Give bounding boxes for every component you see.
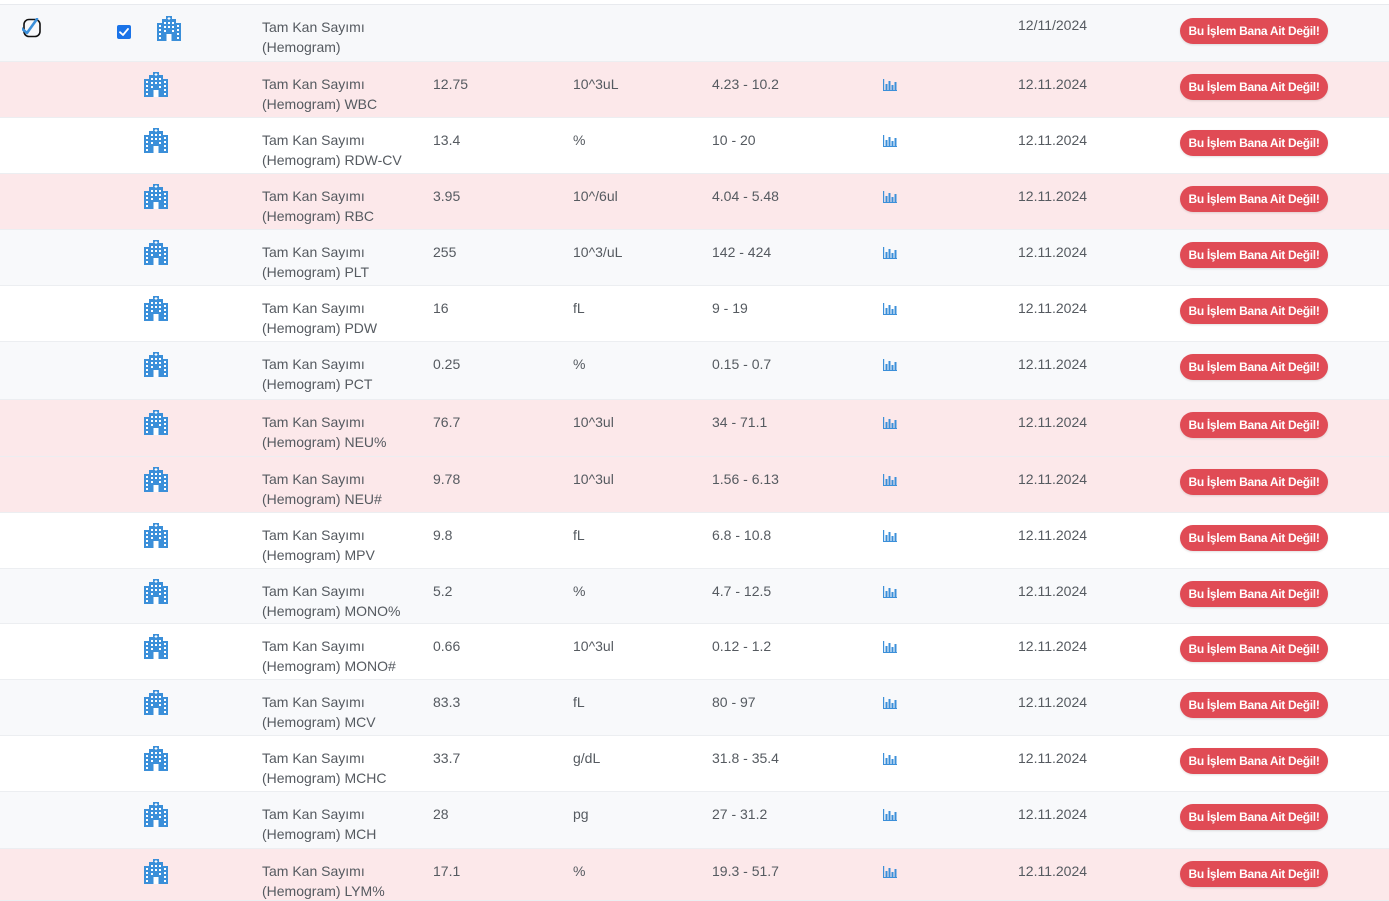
group-date: 12/11/2024 bbox=[1018, 17, 1088, 33]
reference-range: 9 - 19 bbox=[712, 300, 748, 316]
hospital-building-icon bbox=[142, 688, 172, 716]
result-value: 76.7 bbox=[433, 414, 461, 430]
test-name-line2: (Hemogram) PLT bbox=[262, 264, 370, 280]
table-row bbox=[0, 513, 1389, 569]
result-value: 3.95 bbox=[433, 188, 461, 204]
reference-range: 1.56 - 6.13 bbox=[712, 471, 779, 487]
result-unit: 10^3ul bbox=[573, 638, 614, 654]
not-my-procedure-button[interactable]: Bu İşlem Bana Ait Değil! bbox=[1180, 186, 1328, 212]
test-name bbox=[262, 525, 427, 565]
result-unit: 10^3/uL bbox=[573, 244, 623, 260]
test-name-line2: (Hemogram) RBC bbox=[262, 208, 375, 224]
test-name-line1: Tam Kan Sayımı bbox=[262, 300, 365, 316]
test-name bbox=[262, 692, 427, 732]
test-name bbox=[262, 74, 427, 114]
result-unit: 10^/6ul bbox=[573, 188, 618, 204]
test-name bbox=[262, 242, 427, 282]
test-name-line1: Tam Kan Sayımı bbox=[262, 414, 365, 430]
hospital-building-icon bbox=[142, 577, 172, 605]
group-name-line1: Tam Kan Sayımı bbox=[262, 19, 365, 35]
hospital-building-icon bbox=[142, 744, 172, 772]
not-my-procedure-button[interactable]: Bu İşlem Bana Ait Değil! bbox=[1180, 130, 1328, 156]
result-date: 12.11.2024 bbox=[1018, 806, 1088, 822]
group-checkbox[interactable] bbox=[117, 25, 131, 39]
test-name-line2: (Hemogram) MPV bbox=[262, 547, 375, 563]
result-unit: 10^3ul bbox=[573, 414, 614, 430]
bar-chart-icon[interactable] bbox=[882, 471, 898, 487]
table-row bbox=[0, 624, 1389, 680]
hospital-building-icon bbox=[142, 521, 172, 549]
result-date: 12.11.2024 bbox=[1018, 244, 1088, 260]
not-my-procedure-button[interactable]: Bu İşlem Bana Ait Değil! bbox=[1180, 242, 1328, 268]
result-value: 13.4 bbox=[433, 132, 461, 148]
test-name-line2: (Hemogram) MCHC bbox=[262, 770, 387, 786]
bar-chart-icon[interactable] bbox=[882, 806, 898, 822]
test-name-line2: (Hemogram) MONO# bbox=[262, 658, 396, 674]
bar-chart-icon[interactable] bbox=[882, 583, 898, 599]
result-value: 0.66 bbox=[433, 638, 461, 654]
test-name bbox=[262, 861, 427, 901]
reference-range: 34 - 71.1 bbox=[712, 414, 768, 430]
not-my-procedure-button[interactable]: Bu İşlem Bana Ait Değil! bbox=[1180, 469, 1328, 495]
bar-chart-icon[interactable] bbox=[882, 244, 898, 260]
test-name-line1: Tam Kan Sayımı bbox=[262, 188, 365, 204]
reference-range: 0.15 - 0.7 bbox=[712, 356, 772, 372]
bar-chart-icon[interactable] bbox=[882, 638, 898, 654]
reference-range: 0.12 - 1.2 bbox=[712, 638, 772, 654]
result-unit: % bbox=[573, 863, 586, 879]
hospital-building-icon bbox=[142, 857, 172, 885]
test-name bbox=[262, 581, 427, 621]
result-date: 12.11.2024 bbox=[1018, 132, 1088, 148]
test-name-line1: Tam Kan Sayımı bbox=[262, 132, 365, 148]
not-my-procedure-button[interactable]: Bu İşlem Bana Ait Değil! bbox=[1180, 636, 1328, 662]
hospital-building-icon bbox=[142, 350, 172, 378]
reference-range: 4.23 - 10.2 bbox=[712, 76, 779, 92]
result-unit: g/dL bbox=[573, 750, 601, 766]
group-name-line2: (Hemogram) bbox=[262, 39, 341, 55]
result-value: 5.2 bbox=[433, 583, 453, 599]
result-unit: fL bbox=[573, 694, 585, 710]
test-name bbox=[262, 804, 427, 844]
test-name-line1: Tam Kan Sayımı bbox=[262, 694, 365, 710]
not-my-procedure-button[interactable]: Bu İşlem Bana Ait Değil! bbox=[1180, 581, 1328, 607]
test-name-line1: Tam Kan Sayımı bbox=[262, 638, 365, 654]
result-date: 12.11.2024 bbox=[1018, 188, 1088, 204]
test-name bbox=[262, 636, 427, 676]
test-name-line1: Tam Kan Sayımı bbox=[262, 527, 365, 543]
table-group-header-row bbox=[0, 4, 1389, 62]
test-name bbox=[262, 354, 427, 394]
result-value: 33.7 bbox=[433, 750, 461, 766]
not-my-procedure-button[interactable]: Bu İşlem Bana Ait Değil! bbox=[1180, 354, 1328, 380]
reference-range: 4.7 - 12.5 bbox=[712, 583, 772, 599]
result-value: 12.75 bbox=[433, 76, 469, 92]
result-date: 12.11.2024 bbox=[1018, 76, 1088, 92]
table-row bbox=[0, 342, 1389, 400]
test-name bbox=[262, 469, 427, 509]
bar-chart-icon[interactable] bbox=[882, 188, 898, 204]
not-my-procedure-button[interactable]: Bu İşlem Bana Ait Değil! bbox=[1180, 412, 1328, 438]
bar-chart-icon[interactable] bbox=[882, 76, 898, 92]
reference-range: 6.8 - 10.8 bbox=[712, 527, 772, 543]
table-row bbox=[0, 457, 1389, 513]
test-name-line2: (Hemogram) PCT bbox=[262, 376, 373, 392]
result-date: 12.11.2024 bbox=[1018, 471, 1088, 487]
not-my-procedure-button[interactable]: Bu İşlem Bana Ait Değil! bbox=[1180, 298, 1328, 324]
reference-range: 80 - 97 bbox=[712, 694, 756, 710]
bar-chart-icon[interactable] bbox=[882, 414, 898, 430]
result-value: 17.1 bbox=[433, 863, 461, 879]
bar-chart-icon[interactable] bbox=[882, 863, 898, 879]
not-my-procedure-button[interactable]: Bu İşlem Bana Ait Değil! bbox=[1180, 861, 1328, 887]
hospital-building-icon bbox=[142, 294, 172, 322]
result-value: 28 bbox=[433, 806, 449, 822]
test-name-line2: (Hemogram) LYM% bbox=[262, 883, 385, 899]
result-date: 12.11.2024 bbox=[1018, 300, 1088, 316]
not-my-procedure-button[interactable]: Bu İşlem Bana Ait Değil! bbox=[1180, 525, 1328, 551]
test-name-line1: Tam Kan Sayımı bbox=[262, 471, 365, 487]
bar-chart-icon[interactable] bbox=[882, 750, 898, 766]
result-value: 0.25 bbox=[433, 356, 461, 372]
test-name-line2: (Hemogram) MONO% bbox=[262, 603, 401, 619]
table-row bbox=[0, 736, 1389, 792]
bar-chart-icon[interactable] bbox=[882, 694, 898, 710]
result-date: 12.11.2024 bbox=[1018, 638, 1088, 654]
hospital-building-icon bbox=[142, 408, 172, 436]
result-unit: 10^3ul bbox=[573, 471, 614, 487]
result-date: 12.11.2024 bbox=[1018, 414, 1088, 430]
result-unit: fL bbox=[573, 300, 585, 316]
hospital-building-icon bbox=[142, 70, 172, 98]
test-name-line1: Tam Kan Sayımı bbox=[262, 806, 365, 822]
test-name-line2: (Hemogram) NEU# bbox=[262, 491, 382, 507]
hospital-building-icon bbox=[142, 632, 172, 660]
result-date: 12.11.2024 bbox=[1018, 694, 1088, 710]
test-name-line2: (Hemogram) MCH bbox=[262, 826, 377, 842]
test-name-line1: Tam Kan Sayımı bbox=[262, 750, 365, 766]
test-name-line1: Tam Kan Sayımı bbox=[262, 583, 365, 599]
bar-chart-icon[interactable] bbox=[882, 300, 898, 316]
table-row bbox=[0, 118, 1389, 174]
test-name-line2: (Hemogram) RDW-CV bbox=[262, 152, 402, 168]
select-all-checkmark-icon[interactable] bbox=[22, 18, 42, 38]
result-value: 9.78 bbox=[433, 471, 461, 487]
test-name-line1: Tam Kan Sayımı bbox=[262, 863, 365, 879]
reference-range: 31.8 - 35.4 bbox=[712, 750, 779, 766]
hospital-building-icon bbox=[142, 182, 172, 210]
table-row bbox=[0, 849, 1389, 901]
group-name bbox=[262, 17, 427, 57]
test-name-line1: Tam Kan Sayımı bbox=[262, 356, 365, 372]
table-row bbox=[0, 230, 1389, 286]
bar-chart-icon[interactable] bbox=[882, 132, 898, 148]
result-value: 16 bbox=[433, 300, 449, 316]
not-my-procedure-button[interactable]: Bu İşlem Bana Ait Değil! bbox=[1180, 692, 1328, 718]
table-row bbox=[0, 400, 1389, 457]
result-value: 83.3 bbox=[433, 694, 461, 710]
result-date: 12.11.2024 bbox=[1018, 356, 1088, 372]
test-name-line2: (Hemogram) MCV bbox=[262, 714, 376, 730]
not-my-procedure-button[interactable]: Bu İşlem Bana Ait Değil! bbox=[1180, 18, 1328, 44]
table-row bbox=[0, 792, 1389, 849]
not-my-procedure-button[interactable]: Bu İşlem Bana Ait Değil! bbox=[1180, 74, 1328, 100]
result-unit: pg bbox=[573, 806, 589, 822]
hospital-building-icon bbox=[142, 800, 172, 828]
result-value: 255 bbox=[433, 244, 457, 260]
result-unit: 10^3uL bbox=[573, 76, 619, 92]
test-name-line2: (Hemogram) PDW bbox=[262, 320, 378, 336]
test-name bbox=[262, 748, 427, 788]
reference-range: 4.04 - 5.48 bbox=[712, 188, 779, 204]
result-date: 12.11.2024 bbox=[1018, 527, 1088, 543]
test-name bbox=[262, 412, 427, 452]
test-name bbox=[262, 186, 427, 226]
hospital-building-icon bbox=[142, 238, 172, 266]
result-date: 12.11.2024 bbox=[1018, 750, 1088, 766]
test-name bbox=[262, 130, 427, 170]
test-name-line1: Tam Kan Sayımı bbox=[262, 76, 365, 92]
result-unit: % bbox=[573, 583, 586, 599]
test-name bbox=[262, 298, 427, 338]
table-row bbox=[0, 62, 1389, 118]
reference-range: 10 - 20 bbox=[712, 132, 756, 148]
result-unit: % bbox=[573, 356, 586, 372]
hospital-building-icon bbox=[142, 465, 172, 493]
table-row bbox=[0, 680, 1389, 736]
test-name-line1: Tam Kan Sayımı bbox=[262, 244, 365, 260]
not-my-procedure-button[interactable]: Bu İşlem Bana Ait Değil! bbox=[1180, 804, 1328, 830]
test-name-line2: (Hemogram) WBC bbox=[262, 96, 378, 112]
result-unit: fL bbox=[573, 527, 585, 543]
test-name-line2: (Hemogram) NEU% bbox=[262, 434, 387, 450]
table-row bbox=[0, 569, 1389, 624]
result-date: 12.11.2024 bbox=[1018, 863, 1088, 879]
result-value: 9.8 bbox=[433, 527, 453, 543]
hospital-building-icon bbox=[155, 14, 185, 42]
result-date: 12.11.2024 bbox=[1018, 583, 1088, 599]
table-row bbox=[0, 174, 1389, 230]
reference-range: 19.3 - 51.7 bbox=[712, 863, 779, 879]
bar-chart-icon[interactable] bbox=[882, 356, 898, 372]
not-my-procedure-button[interactable]: Bu İşlem Bana Ait Değil! bbox=[1180, 748, 1328, 774]
table-row bbox=[0, 286, 1389, 342]
bar-chart-icon[interactable] bbox=[882, 527, 898, 543]
reference-range: 27 - 31.2 bbox=[712, 806, 768, 822]
reference-range: 142 - 424 bbox=[712, 244, 772, 260]
hospital-building-icon bbox=[142, 126, 172, 154]
result-unit: % bbox=[573, 132, 586, 148]
